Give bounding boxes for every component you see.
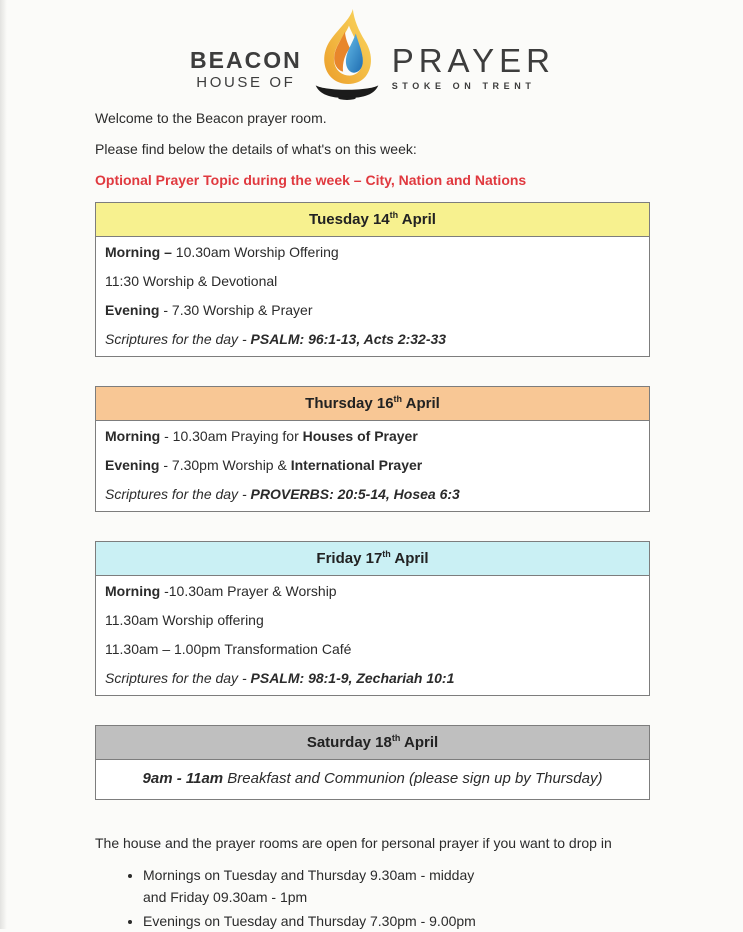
text-segment: PSALM: 98:1-9, Zechariah 10:1: [250, 670, 455, 686]
logo-right-block: [392, 44, 555, 100]
day-friday-17-april-body: [96, 576, 649, 695]
day-thursday-16-april: [95, 386, 650, 512]
day-saturday-18-april: [95, 725, 650, 800]
day-tuesday-14-april-body: [96, 237, 649, 356]
text-segment: Scriptures for the day -: [105, 670, 251, 686]
logo-left-block: [190, 49, 302, 100]
day-thursday-16-april-body: [96, 421, 649, 511]
open-hours-item: [143, 864, 650, 908]
text-segment: Evening: [105, 302, 160, 318]
schedule-row: [96, 664, 649, 693]
day-title: Friday 17th April: [316, 549, 429, 567]
text-segment: PSALM: 96:1-13, Acts 2:32-33: [250, 331, 447, 347]
day-title: Thursday 16th April: [305, 394, 440, 412]
day-title: Saturday 18th April: [306, 733, 439, 751]
logo-tagline: STOKE ON TRENT: [391, 81, 536, 91]
welcome-text: Welcome to the Beacon prayer room.: [95, 110, 327, 126]
text-segment: Houses of Prayer: [302, 428, 418, 444]
text-segment: Morning: [105, 583, 161, 599]
day-saturday-18-april-header: [96, 726, 649, 760]
text-segment: Breakfast and Communion (please sign up by Thursday): [223, 770, 603, 787]
text-segment: - 7.30 Worship & Prayer: [159, 302, 313, 318]
prayer-topic-text: Optional Prayer Topic during the week – City, Nation and Nations: [95, 172, 527, 188]
day-saturday-18-april-body: [96, 760, 649, 799]
schedule-row: [96, 267, 649, 296]
schedule-row: [96, 422, 649, 451]
text-segment: Evening: [105, 457, 160, 473]
schedule-row: [96, 296, 649, 325]
schedule-row: [96, 238, 649, 267]
text-segment: 11.30am – 1.00pm Transformation Café: [105, 641, 352, 657]
text-segment: 10.30am Worship Offering: [175, 244, 339, 260]
text-segment: Morning –: [105, 244, 176, 260]
text-segment: 9am - 11am: [142, 770, 224, 787]
ordinal-suffix: th: [393, 394, 403, 404]
open-hours-list: [95, 864, 650, 932]
logo: [95, 12, 650, 100]
weekly-schedule: [95, 202, 650, 800]
ordinal-suffix: th: [391, 733, 401, 743]
schedule-row: [96, 451, 649, 480]
ordinal-suffix: th: [389, 210, 399, 220]
day-friday-17-april-header: [96, 542, 649, 576]
logo-brand-house-of: HOUSE OF: [196, 74, 296, 91]
day-tuesday-14-april-header: [96, 203, 649, 237]
day-friday-17-april: [95, 541, 650, 696]
bullet-line: • Mornings on Tuesday and Thursday 9.30am - midday: [143, 867, 475, 883]
day-thursday-16-april-header: [96, 387, 649, 421]
schedule-row: [96, 480, 649, 509]
schedule-row: [96, 577, 649, 606]
logo-brand-beacon: BEACON: [190, 47, 302, 73]
day-title: Tuesday 14th April: [309, 210, 436, 228]
day-tuesday-14-april: [95, 202, 650, 357]
text-segment: Morning: [105, 428, 161, 444]
text-segment: PROVERBS: 20:5-14, Hosea 6:3: [250, 486, 460, 502]
details-intro-text: Please find below the details of what's on this week:: [95, 141, 417, 157]
bullet-line: • Evenings on Tuesday and Thursday 7.30pm - 9.00pm: [143, 913, 476, 929]
schedule-row: [96, 635, 649, 664]
logo-brand-prayer: PRAYER: [391, 42, 555, 79]
text-segment: - 10.30am Praying for: [160, 428, 303, 444]
text-segment: 11:30 Worship & Devotional: [105, 273, 278, 289]
bullet-line: and Friday 09.30am - 1pm: [143, 889, 308, 905]
text-segment: Scriptures for the day -: [105, 331, 251, 347]
text-segment: 11.30am Worship offering: [105, 612, 264, 628]
text-segment: - 7.30pm Worship &: [159, 457, 291, 473]
schedule-row: [96, 761, 649, 797]
text-segment: International Prayer: [290, 457, 423, 473]
text-segment: -10.30am Prayer & Worship: [160, 583, 337, 599]
ordinal-suffix: th: [382, 549, 391, 559]
open-hours-text: The house and the prayer rooms are open for personal prayer if you want to drop in: [95, 835, 612, 851]
flame-lamp-icon: [309, 8, 385, 100]
text-segment: Scriptures for the day -: [105, 486, 251, 502]
schedule-row: [96, 325, 649, 354]
schedule-row: [96, 606, 649, 635]
